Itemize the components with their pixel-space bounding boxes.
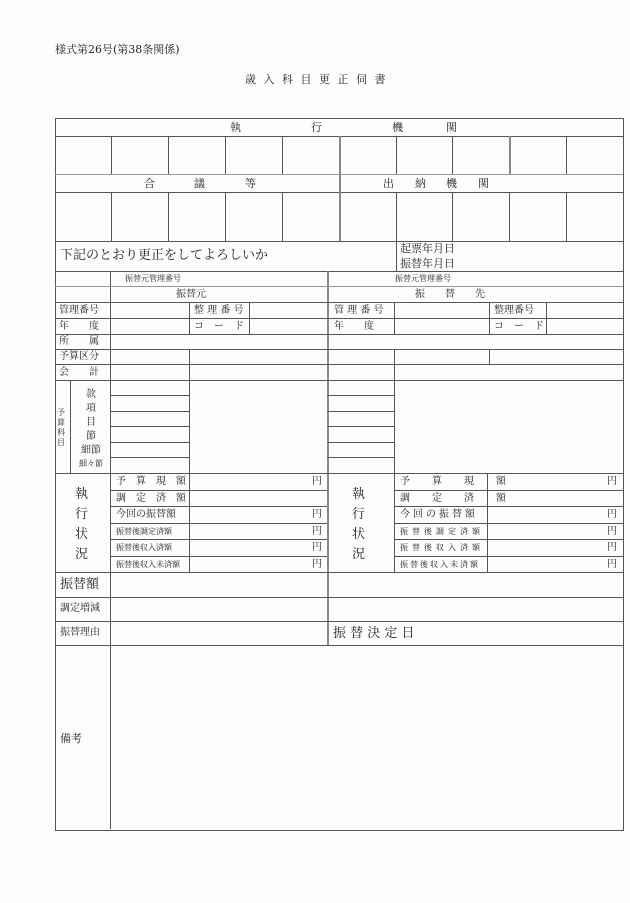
source-year-label: 年 度: [59, 321, 99, 332]
exec-stamp-box[interactable]: [453, 137, 509, 174]
source-after-unreceived-field[interactable]: [190, 557, 327, 572]
budget-level-saisetsu: 細節: [81, 445, 101, 456]
exec-stamp-box[interactable]: [283, 137, 339, 174]
source-budget-name-field[interactable]: [190, 381, 327, 473]
source-budget-code-kan[interactable]: [111, 381, 189, 395]
dest-budget-code-setsu[interactable]: [329, 427, 394, 442]
exec-stamp-box[interactable]: [226, 137, 282, 174]
dest-budget-code-moku[interactable]: [329, 412, 394, 426]
source-account-code[interactable]: [111, 365, 189, 380]
dest-transfer-this-label: 今回の振替額: [400, 509, 478, 520]
budget-level-kou: 項: [86, 403, 96, 414]
exec-agency-h4: 関: [446, 121, 457, 134]
source-status-char2: 行: [75, 507, 89, 522]
treasury-stamp-box[interactable]: [453, 193, 509, 241]
exec-stamp-box[interactable]: [340, 137, 396, 174]
source-adjustment-change-field[interactable]: [111, 598, 327, 621]
budget-level-moku: 目: [86, 417, 96, 428]
budget-subject-label: 予算科目: [57, 408, 65, 447]
source-budget-class-label: 予算区分: [59, 351, 99, 362]
source-status-char3: 状: [75, 527, 89, 542]
treasury-stamp-box[interactable]: [510, 193, 566, 241]
dest-code-field[interactable]: [547, 319, 622, 334]
source-status-char1: 執: [75, 487, 89, 502]
dest-account-name[interactable]: [395, 365, 622, 380]
source-status-char4: 況: [75, 547, 89, 562]
council-stamp-box[interactable]: [283, 193, 339, 241]
council-stamp-box[interactable]: [169, 193, 225, 241]
dest-code-label: コ ー ド: [494, 321, 544, 332]
transfer-decision-date-field[interactable]: [430, 622, 622, 645]
dest-budget-class-code[interactable]: [329, 350, 394, 364]
budget-level-kan: 款: [86, 389, 96, 400]
dest-transfer-this-field[interactable]: [488, 507, 622, 523]
council-h2: 議: [194, 177, 205, 190]
source-assessed-field[interactable]: [190, 491, 327, 506]
source-budget-class-code[interactable]: [111, 350, 189, 364]
source-after-received-label: 振替後収入済額: [116, 543, 172, 552]
council-stamp-box[interactable]: [56, 193, 111, 241]
exec-agency-h2: 行: [311, 121, 322, 134]
source-account-name[interactable]: [190, 365, 327, 380]
treasury-stamp-box[interactable]: [567, 193, 623, 241]
remarks-label: 備考: [60, 732, 82, 745]
source-budget-code-saisaisetsu[interactable]: [111, 458, 189, 473]
yen-unit: 円: [312, 526, 322, 537]
dest-after-unreceived-label: 振替後収入未済額: [400, 560, 480, 569]
exec-stamp-box[interactable]: [112, 137, 168, 174]
drafted-date-label: 起票年月日: [400, 242, 455, 255]
dest-year-field[interactable]: [395, 319, 489, 334]
source-code-label: コ ー ド: [194, 321, 244, 332]
yen-unit: 円: [312, 509, 322, 520]
dest-budget-current-field[interactable]: [488, 474, 622, 490]
treasury-h4: 関: [478, 177, 489, 190]
dest-year-label: 年 度: [334, 321, 374, 332]
dest-budget-code-saisaisetsu[interactable]: [329, 458, 394, 473]
source-account-label: 会 計: [59, 367, 99, 378]
source-budget-code-setsu[interactable]: [111, 427, 189, 442]
dest-budget-current-label: 予 算 現 額: [400, 476, 512, 487]
source-ref-no-field[interactable]: [250, 303, 327, 318]
adjustment-change-label: 調定増減: [60, 603, 100, 614]
dest-after-assessed-field[interactable]: [488, 524, 622, 539]
source-budget-code-moku[interactable]: [111, 412, 189, 426]
source-after-assessed-field[interactable]: [190, 524, 327, 539]
exec-agency-h1: 執: [230, 121, 241, 134]
exec-stamp-box[interactable]: [169, 137, 225, 174]
dest-budget-code-kan[interactable]: [329, 381, 394, 395]
source-after-assessed-label: 振替後調定済額: [116, 527, 172, 536]
source-budget-current-field[interactable]: [190, 474, 327, 490]
dest-status-char1: 執: [352, 487, 366, 502]
dest-transfer-amount-field[interactable]: [329, 573, 622, 597]
source-mgmt-no-field[interactable]: [111, 303, 189, 318]
treasury-h1: 出: [383, 177, 394, 190]
budget-level-setsu: 節: [86, 431, 96, 442]
dest-assessed-label: 調 定 済 額: [400, 493, 512, 504]
dest-budget-class-name[interactable]: [395, 350, 489, 364]
dest-account-code[interactable]: [329, 365, 394, 380]
source-year-field[interactable]: [111, 319, 189, 334]
source-transfer-this-label: 今回の振替額: [116, 509, 176, 520]
yen-unit: 円: [607, 526, 617, 537]
transfer-decision-date-label: 振 替 決 定 日: [333, 626, 415, 641]
dest-status-char2: 行: [352, 507, 366, 522]
transfer-date-field[interactable]: [460, 257, 620, 271]
source-after-received-field[interactable]: [190, 540, 327, 556]
drafted-date-field[interactable]: [460, 242, 620, 256]
council-h3: 等: [245, 177, 256, 190]
yen-unit: 円: [607, 509, 617, 520]
transfer-reason-label: 振替理由: [60, 627, 100, 638]
remarks-field[interactable]: [111, 646, 622, 829]
treasury-stamp-box[interactable]: [397, 193, 452, 241]
source-transfer-amount-field[interactable]: [111, 573, 327, 597]
dest-mgmt-no-label: 管 理 番 号: [334, 305, 384, 316]
dest-assessed-field[interactable]: [488, 491, 622, 506]
dest-after-assessed-label: 振替後調定済額: [400, 527, 484, 536]
dest-status-char3: 状: [352, 527, 366, 542]
dest-dept-field[interactable]: [329, 335, 622, 349]
source-budget-code-saisetsu[interactable]: [111, 443, 189, 457]
transfer-date-label: 振替年月日: [400, 257, 455, 270]
dest-budget-class-extra[interactable]: [490, 350, 622, 364]
treasury-h3: 機: [446, 177, 457, 190]
transfer-reason-field[interactable]: [111, 622, 327, 645]
exec-stamp-box[interactable]: [567, 137, 623, 174]
source-mgmt-no-header: 振替元管理番号: [125, 274, 181, 283]
dest-budget-code-kou[interactable]: [329, 396, 394, 411]
source-header: 振替元: [176, 289, 206, 300]
form-number: 様式第26号(第38条関係): [55, 43, 180, 56]
transfer-amount-label: 振替額: [60, 577, 100, 592]
source-mgmt-no-label: 管理番号: [59, 305, 99, 316]
yen-unit: 円: [312, 476, 322, 487]
dest-budget-code-saisetsu[interactable]: [329, 443, 394, 457]
dest-ref-no-label: 整理番号: [494, 305, 534, 316]
treasury-stamp-box[interactable]: [340, 193, 396, 241]
exec-agency-h3: 機: [392, 121, 403, 134]
council-h1: 合: [144, 177, 155, 190]
dest-mgmt-no-field[interactable]: [395, 303, 489, 318]
dest-ref-no-field[interactable]: [547, 303, 622, 318]
source-dept-field[interactable]: [111, 335, 327, 349]
page-title: 歳 入 科 目 更 正 伺 書: [245, 73, 388, 86]
source-budget-code-kou[interactable]: [111, 396, 189, 411]
council-stamp-box[interactable]: [112, 193, 168, 241]
dest-mgmt-no-header: 振替元管理番号: [395, 274, 451, 283]
dest-after-unreceived-field[interactable]: [488, 557, 622, 572]
source-transfer-this-field[interactable]: [190, 507, 327, 523]
dest-budget-name-field[interactable]: [395, 381, 622, 473]
exec-stamp-box[interactable]: [510, 137, 566, 174]
yen-unit: 円: [312, 559, 322, 570]
request-text: 下記のとおり更正をしてよろしいか: [60, 248, 269, 263]
budget-level-saisaisetsu: 細々節: [79, 459, 103, 468]
dest-after-received-field[interactable]: [488, 540, 622, 556]
source-budget-class-name[interactable]: [190, 350, 327, 364]
source-assessed-label: 調 定 済 額: [116, 493, 186, 504]
source-budget-current-label: 予 算 現 額: [116, 476, 186, 487]
dest-header: 振 替 先: [415, 289, 485, 300]
source-ref-no-label: 整 理 番 号: [194, 305, 244, 316]
treasury-h2: 納: [415, 177, 426, 190]
council-stamp-box[interactable]: [226, 193, 282, 241]
yen-unit: 円: [312, 542, 322, 553]
dest-after-received-label: 振替後収入済額: [400, 543, 484, 552]
source-after-unreceived-label: 振替後収入未済額: [116, 560, 180, 569]
exec-stamp-box[interactable]: [56, 137, 111, 174]
exec-stamp-box[interactable]: [397, 137, 452, 174]
yen-unit: 円: [607, 559, 617, 570]
source-code-field[interactable]: [250, 319, 327, 334]
yen-unit: 円: [607, 542, 617, 553]
source-dept-label: 所 属: [59, 336, 99, 347]
yen-unit: 円: [607, 476, 617, 487]
dest-adjustment-change-field[interactable]: [329, 598, 622, 621]
dest-status-char4: 況: [352, 547, 366, 562]
